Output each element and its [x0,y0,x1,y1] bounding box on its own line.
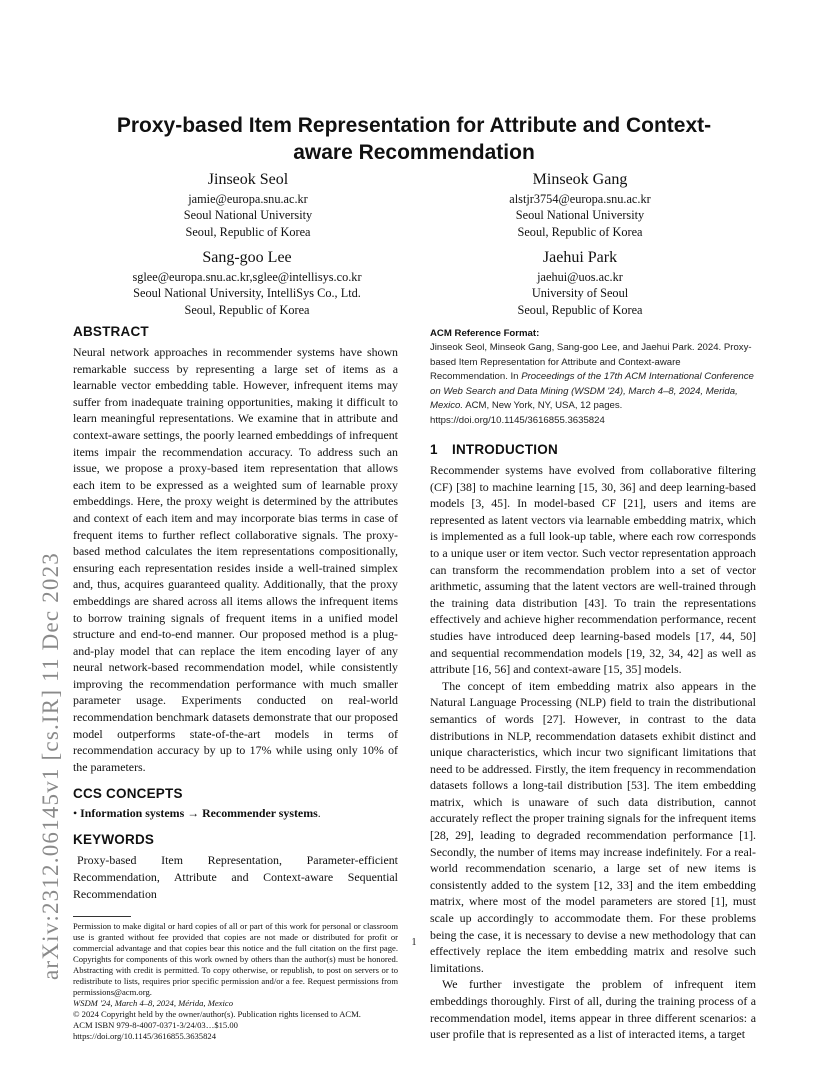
author-location: Seoul, Republic of Korea [517,224,643,239]
author-affiliation: Seoul National University [515,208,645,223]
acm-reference-heading: ACM Reference Format: [430,328,540,339]
ccs-arrow: → [187,806,200,821]
acm-reference-proceedings: Proceedings of the 17th ACM International Conference on Web Search and Data Mining (WSDM '24), March 4–8, 2024, Merida, Mexico. [430,371,754,411]
ccs-concept: Information systems [80,806,185,821]
abstract-text: Neural network approaches in recommender systems have shown remarkable success by representing a large set of items as a learnable vector embedding table. However, infrequent items may suffer from inadequate training opportunities, making it difficult to learn meaningful representations. We examine that in attribute and context-aware settings, the poorly learned embeddings of infrequent items impair the recommendation accuracy. To address such an issue, we propose a proxy-based item representation that allows each item to be expressed as a weighted sum of learnable proxy embeddings. Here, the proxy weight is determined by the attributes and context of each item and may incorporate bias terms in case of frequent items to further reflect collaborative signals. The proxy-based method calculates the item representations compositionally, ensuring each representation resides inside a well-trained simplex and, thus, acquires guaranteed quality. Additionally, that the proxy embeddings are shared across all items allows the infrequent items to borrow training signals of frequent items in a unified model structure and end-to-end manner. Our proposed method is a plug-and-play model that can replace the item encoding layer of any neural network-based recommendation model, while consistently improving the recommendation performance with much smaller parameter usage. Experiments conducted on real-world recommendation benchmark datasets demonstrate that our proposed model outperforms state-of-the-art models in terms of recommendation accuracy by up to 17% while using only 10% of the parameters. [73,345,398,774]
isbn-line: ACM ISBN 979-8-4007-0371-3/24/03…$15.00 [73,1020,238,1031]
ccs-bullet: • [73,806,78,821]
keywords-text: Proxy-based Item Representation, Parameter-efficient Recommendation, Attribute and Context-aware Sequential Recommendation [73,853,398,901]
author-email: alstjr3754@europa.snu.ac.kr [509,192,651,206]
section-title: INTRODUCTION [452,442,558,457]
author-block [100,248,394,318]
author-affiliation: University of Seoul [531,286,629,301]
author-email: jamie@europa.snu.ac.kr [188,192,308,206]
abstract-heading: ABSTRACT [73,324,149,339]
author-location: Seoul, Republic of Korea [517,302,643,317]
acm-reference-authors: Jinseok Seol, Minseok Gang, Sang-goo Lee, and Jaehui Park. 2024. Proxy-based Item Representation for Attribute and Context-aware Recommendation. In [430,342,752,382]
introduction-heading [430,442,756,457]
keywords-heading: KEYWORDS [73,832,155,848]
paper-title: Proxy-based Item Representation for Attribute and Context-aware Recommendation [116,114,712,164]
venue-line [73,998,398,1009]
author-name: Jinseok Seol [207,171,289,188]
author-affiliation: Seoul National University [183,208,313,223]
left-column [73,324,398,1042]
venue-text: WSDM '24, March 4–8, 2024, Mérida, Mexico [73,998,233,1009]
author-name: Minseok Gang [532,171,628,188]
acm-reference-text [430,341,756,428]
author-affiliation: Seoul National University, IntelliSys Co., Ltd. [133,286,361,301]
right-column [430,328,756,1043]
acm-reference-publisher: ACM, New York, NY, USA, 12 pages. https://doi.org/10.1145/3616855.3635824 [430,400,623,426]
author-name: Jaehui Park [542,249,618,266]
author-location: Seoul, Republic of Korea [184,302,310,317]
copyright-line: © 2024 Copyright held by the owner/author(s). Publication rights licensed to ACM. [73,1009,361,1020]
footnote-rule [73,916,131,917]
author-block [148,170,348,240]
ccs-concept-line [73,806,398,821]
ccs-heading: CCS CONCEPTS [73,786,183,802]
intro-paragraph: The concept of item embedding matrix also appears in the Natural Language Processing (NLP) field to train the distributional semantics of words [27]. However, in contrast to the data distributions in NLP, recommendation datasets exhibit distinct and unique characteristics, which incur two significant limitations that need to be addressed. Firstly, the item frequency in recommendation datasets follows a long-tail distribution [53]. The item embedding matrix, which is unaware of such data distribution, cannot accurately reflect the proper training signals for the infrequent items [28, 29], leading to degraded recommendation performance [1]. Secondly, the number of items may increase indefinitely. For a real-world recommendation scenario, a large set of new items is consistently added to the system [12, 33] and the item embedding matrix, where most of the model parameters are stored [1], must scale up accordingly to accommodate them. For these problems being the case, it is necessary to devise a new methodology that can effectively replace the item embedding matrix and resolve such limitations. [430,678,756,975]
arxiv-identifier-stamp: arXiv:2312.06145v1 [cs.IR] 11 Dec 2023 [38,551,63,980]
doi-line: https://doi.org/10.1145/3616855.3635824 [73,1031,216,1042]
intro-paragraph: Recommender systems have evolved from collaborative filtering (CF) [38] to machine learning [15, 30, 36] and deep learning-based models [3, 45]. In model-based CF [21], users and items are represented as latent vectors via learnable embedding matrix, which is implemented as a full look-up table, where each row corresponds to a unique user or item vector. Such vector representation approach can transform the recommendation problem into a set of vector arithmetic, assuming that the latent vectors are well-trained through the training data distribution [43]. To train the representations effectively and achieve higher recommendation performance, recent studies have introduced deep learning-based models [17, 44, 50] and sequential recommendation models [19, 32, 34, 42] as well as attribute [16, 56] and context-aware [15, 35] models. [430,463,756,677]
author-email: sglee@europa.snu.ac.kr,sglee@intellisys.co.kr [132,270,362,284]
author-block [480,248,680,318]
author-name: Sang-goo Lee [202,249,292,266]
page-number: 1 [411,937,417,948]
author-block [480,170,680,240]
ccs-period: . [317,806,321,821]
permission-notice: Permission to make digital or hard copies of all or part of this work for personal or classroom use is granted without fee provided that copies are not made or distributed for profit or commercial advantage and that copies bear this notice and the full citation on the first page. Copyrights for components of this work owned by others than the author(s) must be honored. Abstracting with credit is permitted. To copy otherwise, or republish, to post on servers or to redistribute to lists, requires prior specific permission and/or a fee. Request permissions from permissions@acm.org. [73,921,398,998]
section-number: 1 [430,442,438,457]
intro-paragraph: We further investigate the problem of infrequent item embeddings thoroughly. First of all, during the training process of a recommendation model, items appear in three different scenarios: a user profile that is represented as a list of interacted items, a target [430,977,756,1042]
author-email: jaehui@uos.ac.kr [537,270,623,284]
ccs-subconcept: Recommender systems [202,806,318,821]
author-location: Seoul, Republic of Korea [185,224,311,239]
